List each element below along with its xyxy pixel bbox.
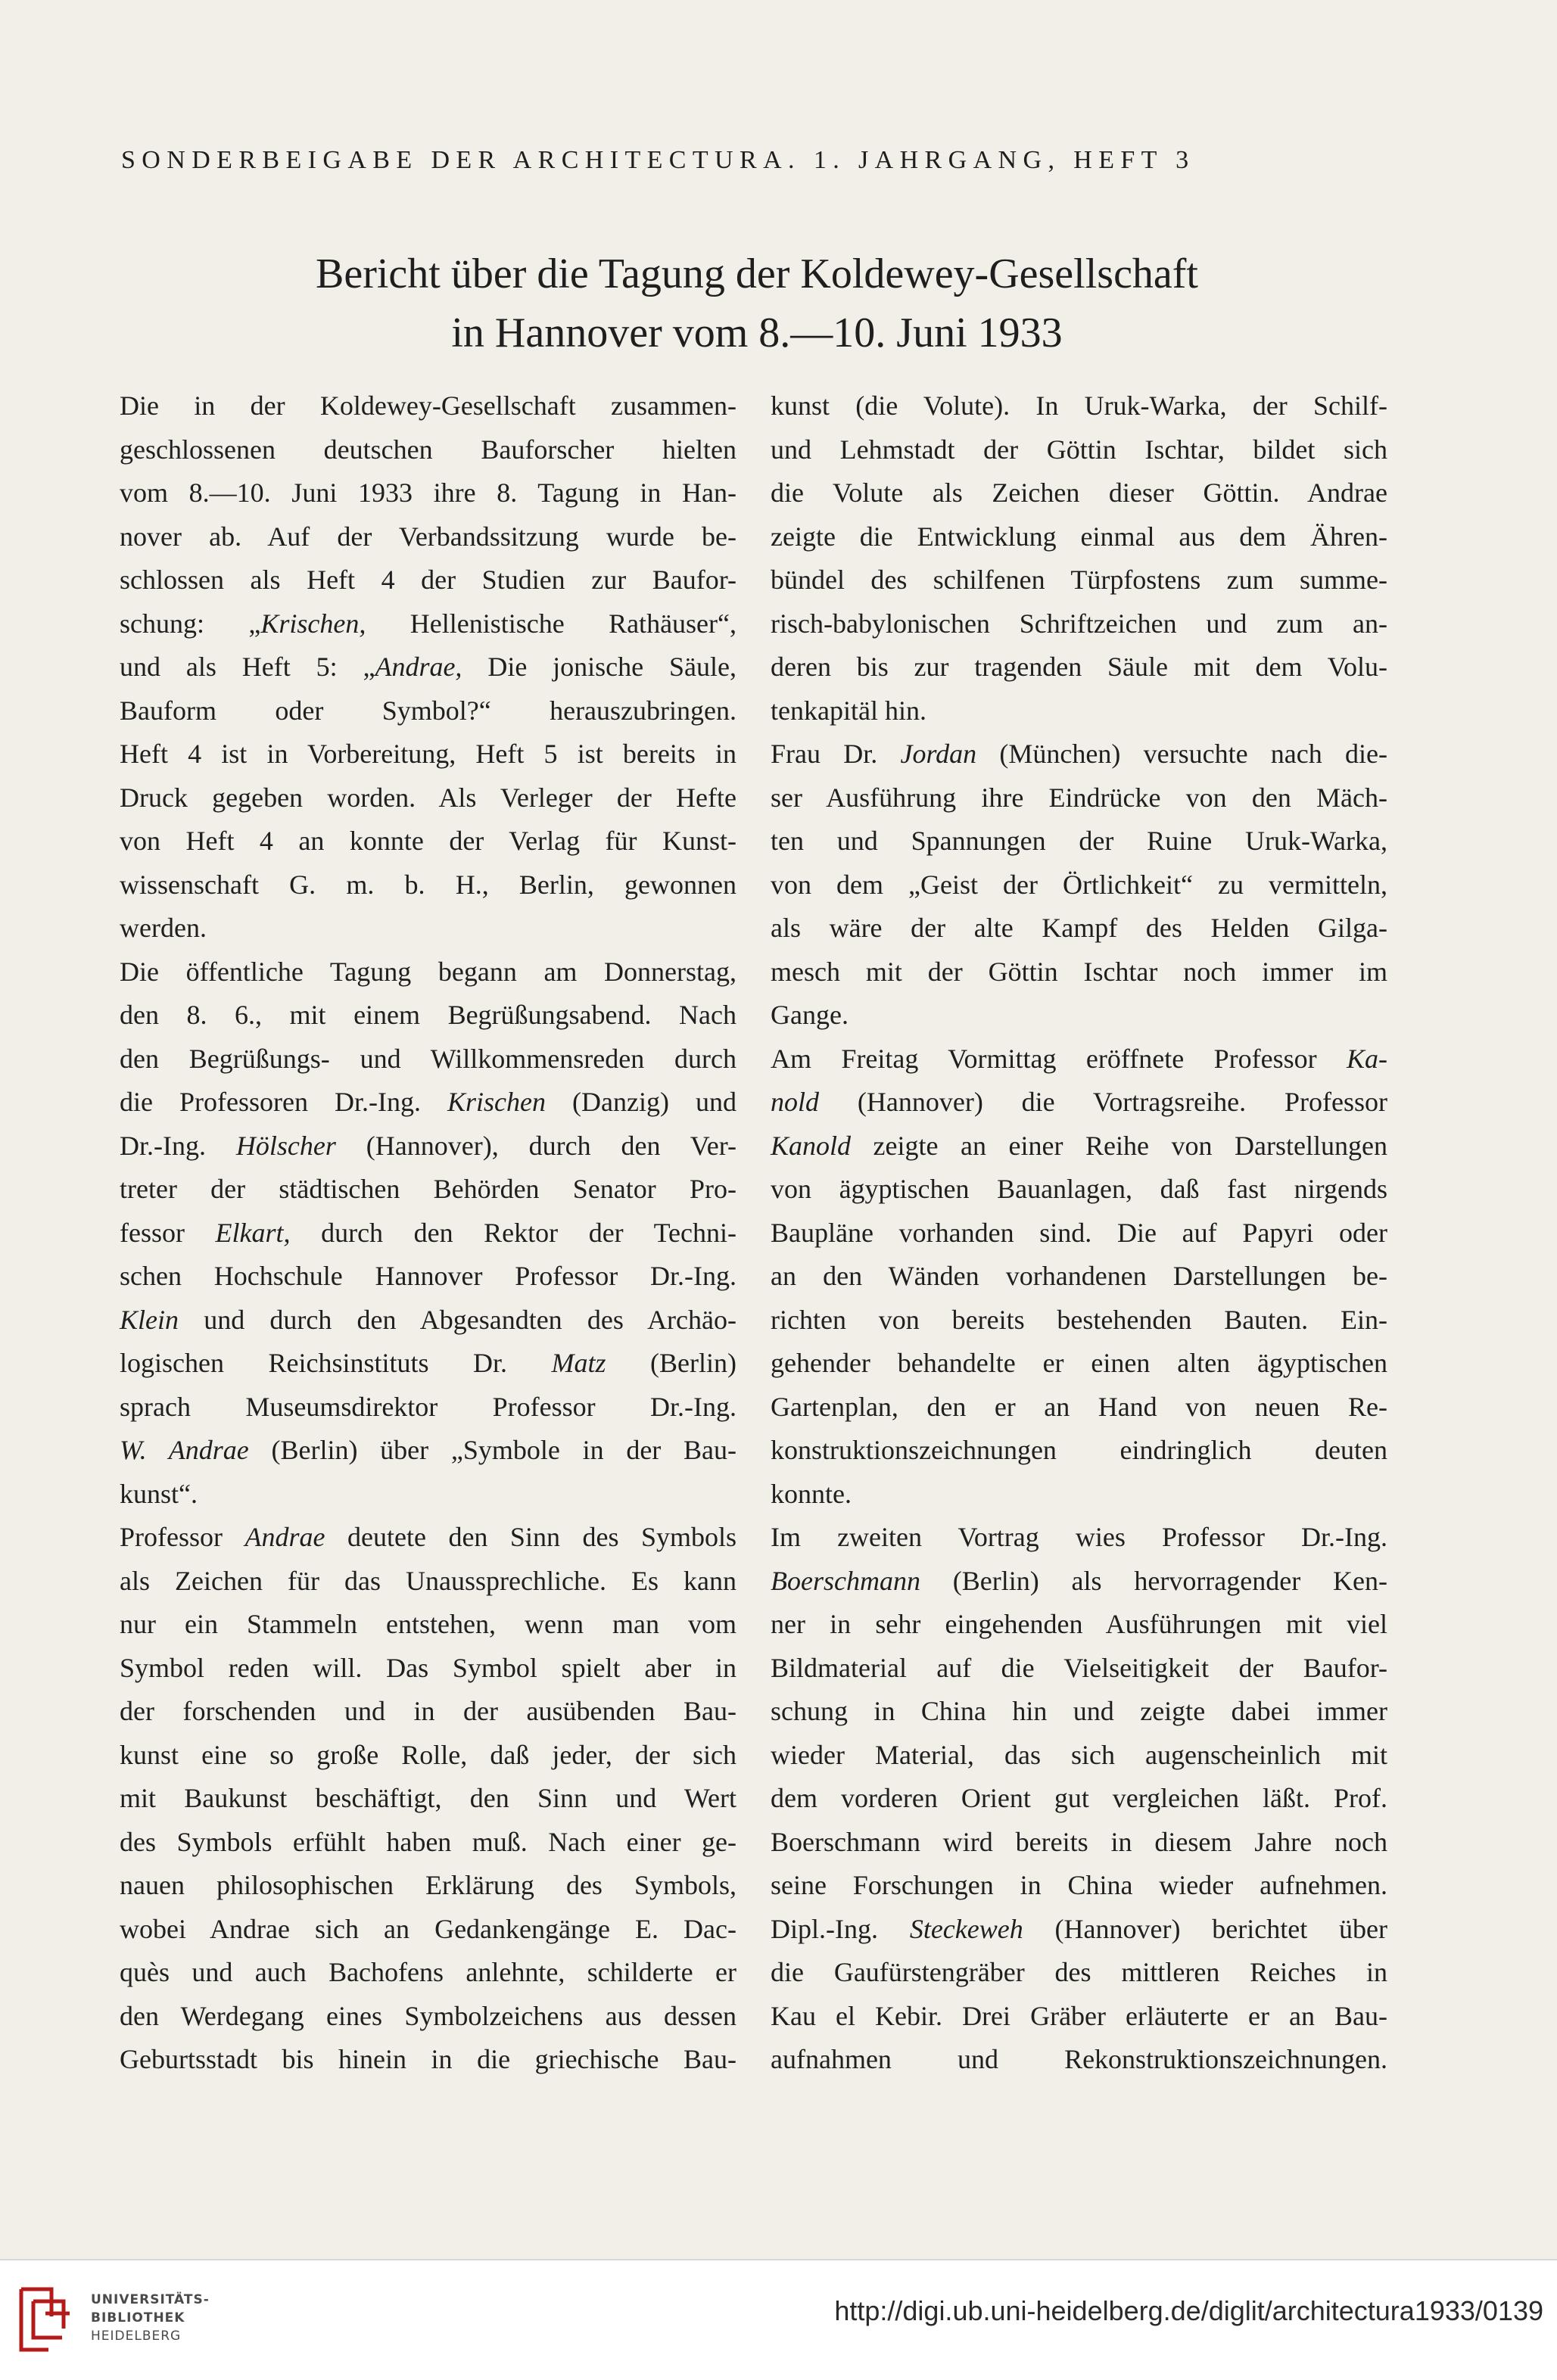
- text-line: deren bis zur tragenden Säule mit dem Volu-: [771, 652, 1387, 682]
- text-fragment: Die jonische Säule,: [462, 652, 736, 682]
- text-fragment: (Danzig) und: [546, 1087, 737, 1117]
- text-line: konstruktionszeichnungen eindringlich deuten: [771, 1435, 1387, 1465]
- paragraph: [771, 1908, 1387, 2082]
- title-line-2: in Hannover vom 8.—10. Juni 1933: [451, 310, 1063, 356]
- text-line: als Zeichen für das Unaussprechliche. Es kann: [120, 1565, 736, 1596]
- running-head: SONDERBEIGABE DER ARCHITECTURA. 1. JAHRGANG, HEFT 3: [121, 146, 1195, 174]
- text-line: der forschenden und in der ausübenden Bau-: [120, 1696, 736, 1726]
- person-name: Boerschmann: [771, 1565, 920, 1596]
- text-line: schen Hochschule Hannover Professor Dr.-Ing.: [120, 1261, 736, 1291]
- paragraph-end: [771, 689, 1387, 733]
- text-line: nauen philosophischen Erklärung des Symbols,: [120, 1870, 736, 1900]
- left-column: [120, 384, 736, 2082]
- person-name: Andrae: [244, 1522, 325, 1552]
- text-line: Gange.: [771, 1000, 849, 1030]
- right-column: [771, 384, 1387, 2082]
- text-fragment: (Berlin): [606, 1348, 736, 1378]
- text-line: Kau el Kebir. Drei Gräber erläuterte er an Bau-: [771, 2000, 1387, 2031]
- paragraph-end: [120, 1473, 736, 1517]
- person-name: Jordan: [900, 739, 977, 769]
- text-line: ner in sehr eingehenden Ausführungen mit viel: [771, 1609, 1387, 1639]
- paragraph-end: [771, 994, 1387, 1038]
- text-fragment: (München) versuchte nach die-: [976, 739, 1387, 769]
- text-line: sprach Museumsdirektor Professor Dr.-Ing.: [120, 1391, 736, 1422]
- text-line: konnte.: [771, 1478, 852, 1509]
- text-line: und Lehmstadt der Göttin Ischtar, bildet sich: [771, 434, 1387, 465]
- text-line: risch-babylonischen Schriftzeichen und zum an-: [771, 608, 1387, 639]
- text-fragment: Hellenistische Rathäuser“,: [366, 608, 736, 639]
- person-name: Andrae,: [375, 652, 462, 682]
- text-line: des Symbols erfühlt haben muß. Nach einer ge-: [120, 1826, 736, 1857]
- person-name: Klein: [120, 1304, 179, 1335]
- text-line: als wäre der alte Kampf des Helden Gilga-: [771, 913, 1387, 943]
- title-line-1: Bericht über die Tagung der Koldewey-Gesellschaft: [316, 250, 1198, 297]
- paragraph-end: [120, 907, 736, 950]
- text-line: Bauform oder Symbol?“ herauszubringen.: [120, 695, 736, 726]
- text-line: bündel des schilfenen Türpfostens zum summe-: [771, 565, 1387, 595]
- text-line: die Volute als Zeichen dieser Göttin. Andrae: [771, 478, 1387, 508]
- text-line: schung in China hin und zeigte dabei immer: [771, 1696, 1387, 1726]
- logo-line: HEIDELBERG: [91, 2329, 182, 2344]
- text-line: die Professoren Dr.-Ing.: [120, 1087, 448, 1117]
- text-line: von Heft 4 an konnte der Verlag für Kunst-: [120, 826, 736, 856]
- text-line: kunst (die Volute). In Uruk-Warka, der Schilf-: [771, 390, 1387, 421]
- person-name: Elkart,: [215, 1217, 291, 1248]
- text-line: von dem „Geist der Örtlichkeit“ zu vermitteln,: [771, 869, 1387, 900]
- text-line: an den Wänden vorhandenen Darstellungen be-: [771, 1261, 1387, 1291]
- text-line: aufnahmen und Rekonstruktionszeichnungen.: [771, 2044, 1387, 2074]
- text-line: zeigte die Entwicklung einmal aus dem Ähren-: [771, 521, 1387, 552]
- text-line: quès und auch Bachofens anlehnte, schilderte er: [120, 1957, 736, 1987]
- article-title: [129, 244, 1385, 362]
- text-line: Symbol reden will. Das Symbol spielt aber in: [120, 1652, 736, 1683]
- text-fragment: (Hannover), durch den Ver-: [335, 1130, 736, 1161]
- text-line: Geburtsstadt bis hinein in die griechische Bau-: [120, 2044, 736, 2074]
- text-line: richten von bereits bestehenden Bauten. Ein-: [771, 1304, 1387, 1335]
- paragraph: [120, 384, 736, 907]
- text-line: treter der städtischen Behörden Senator Pro-: [120, 1174, 736, 1204]
- text-line: Gartenplan, den er an Hand von neuen Re-: [771, 1391, 1387, 1422]
- text-line: schung: „: [120, 608, 261, 639]
- text-line: seine Forschungen in China wieder aufnehmen.: [771, 1870, 1387, 1900]
- paragraph: [120, 950, 736, 1473]
- library-logo-text: [91, 2291, 210, 2345]
- person-name: Hölscher: [235, 1130, 336, 1161]
- text-line: tenkapitäl hin.: [771, 695, 926, 726]
- paragraph-end: [771, 1473, 1387, 1517]
- text-line: geschlossenen deutschen Bauforscher hielten: [120, 434, 736, 465]
- text-line: von ägyptischen Bauanlagen, daß fast nirgends: [771, 1174, 1387, 1204]
- text-line: schlossen als Heft 4 der Studien zur Baufor-: [120, 565, 736, 595]
- text-line: den 8. 6., mit einem Begrüßungsabend. Nach: [120, 1000, 736, 1030]
- text-line: den Begrüßungs- und Willkommensreden durch: [120, 1043, 736, 1074]
- text-line: nur ein Stammeln entstehen, wenn man vom: [120, 1609, 736, 1639]
- person-name: Matz: [551, 1348, 606, 1378]
- person-name: Krischen,: [260, 608, 366, 639]
- text-line: Baupläne vorhanden sind. Die auf Papyri oder: [771, 1217, 1387, 1248]
- logo-line: BIBLIOTHEK: [91, 2310, 185, 2326]
- text-line: kunst eine so große Rolle, daß jeder, der sich: [120, 1739, 736, 1770]
- text-line: logischen Reichsinstituts Dr.: [120, 1348, 552, 1378]
- person-name: nold: [771, 1087, 820, 1117]
- paragraph: [771, 1038, 1387, 1473]
- text-line: ten und Spannungen der Ruine Uruk-Warka,: [771, 826, 1387, 856]
- text-line: Bildmaterial auf die Vielseitigkeit der Baufor-: [771, 1652, 1387, 1683]
- text-line: kunst“.: [120, 1478, 198, 1509]
- text-line: vom 8.—10. Juni 1933 ihre 8. Tagung in Han-: [120, 478, 736, 508]
- text-fragment: und durch den Abgesandten des Archäo-: [179, 1304, 736, 1335]
- text-line: die Gaufürstengräber des mittleren Reiches in: [771, 1957, 1387, 1987]
- text-line: fessor: [120, 1217, 216, 1248]
- text-fragment: (Berlin) als hervorragender Ken-: [920, 1565, 1387, 1596]
- text-line: Dr.-Ing.: [120, 1130, 236, 1161]
- text-line: Boerschmann wird bereits in diesem Jahre noch: [771, 1826, 1387, 1857]
- person-name: Ka-: [1347, 1043, 1387, 1074]
- text-line: Frau Dr.: [771, 739, 901, 769]
- text-fragment: (Hannover) die Vortragsreihe. Professor: [819, 1087, 1387, 1117]
- logo-line: UNIVERSITÄTS-: [91, 2292, 210, 2307]
- text-line: wobei Andrae sich an Gedankengänge E. Dac-: [120, 1913, 736, 1944]
- text-line: mit Baukunst beschäftigt, den Sinn und Wert: [120, 1783, 736, 1813]
- library-logo-icon: [15, 2274, 76, 2362]
- text-line: Professor: [120, 1522, 245, 1552]
- text-fragment: (Berlin) über „Symbole in der Bau-: [248, 1435, 736, 1465]
- text-fragment: deutete den Sinn des Symbols: [325, 1522, 737, 1552]
- text-line: gehender behandelte er einen alten ägyptischen: [771, 1348, 1387, 1378]
- text-line: den Werdegang eines Symbolzeichens aus dessen: [120, 2000, 736, 2031]
- permalink-url[interactable]: http://digi.ub.uni-heidelberg.de/diglit/architectura1933/0139: [834, 2295, 1543, 2326]
- paragraph: [771, 384, 1387, 689]
- text-line: Dipl.-Ing.: [771, 1913, 910, 1944]
- text-line: und als Heft 5: „: [120, 652, 375, 682]
- text-line: Am Freitag Vormittag eröffnete Professor: [771, 1043, 1347, 1074]
- text-line: dem vorderen Orient gut vergleichen läßt. Prof.: [771, 1783, 1387, 1813]
- paragraph: [120, 1516, 736, 2082]
- text-line: wissenschaft G. m. b. H., Berlin, gewonnen: [120, 869, 736, 900]
- person-name: Kanold: [771, 1130, 852, 1161]
- text-line: mesch mit der Göttin Ischtar noch immer im: [771, 956, 1387, 987]
- person-name: Steckeweh: [909, 1913, 1023, 1944]
- text-line: Im zweiten Vortrag wies Professor Dr.-Ing.: [771, 1522, 1387, 1552]
- paragraph: [771, 1516, 1387, 1908]
- text-line: nover ab. Auf der Verbandssitzung wurde be-: [120, 521, 736, 552]
- paragraph: [771, 733, 1387, 994]
- viewer-footer: [0, 2259, 1557, 2380]
- person-name: W. Andrae: [120, 1435, 249, 1465]
- text-line: Heft 4 ist in Vorbereitung, Heft 5 ist bereits in: [120, 739, 736, 769]
- person-name: Krischen: [447, 1087, 547, 1117]
- text-line: wieder Material, das sich augenscheinlich mit: [771, 1739, 1387, 1770]
- text-fragment: (Hannover) berichtet über: [1023, 1913, 1387, 1944]
- text-fragment: durch den Rektor der Techni-: [290, 1217, 736, 1248]
- text-line: Die öffentliche Tagung begann am Donnerstag,: [120, 956, 736, 987]
- text-fragment: zeigte an einer Reihe von Darstellungen: [851, 1130, 1387, 1161]
- text-line: werden.: [120, 913, 207, 943]
- text-line: ser Ausführung ihre Eindrücke von den Mäch-: [771, 782, 1387, 813]
- text-line: Die in der Koldewey-Gesellschaft zusammen-: [120, 390, 736, 421]
- text-line: Druck gegeben worden. Als Verleger der Hefte: [120, 782, 736, 813]
